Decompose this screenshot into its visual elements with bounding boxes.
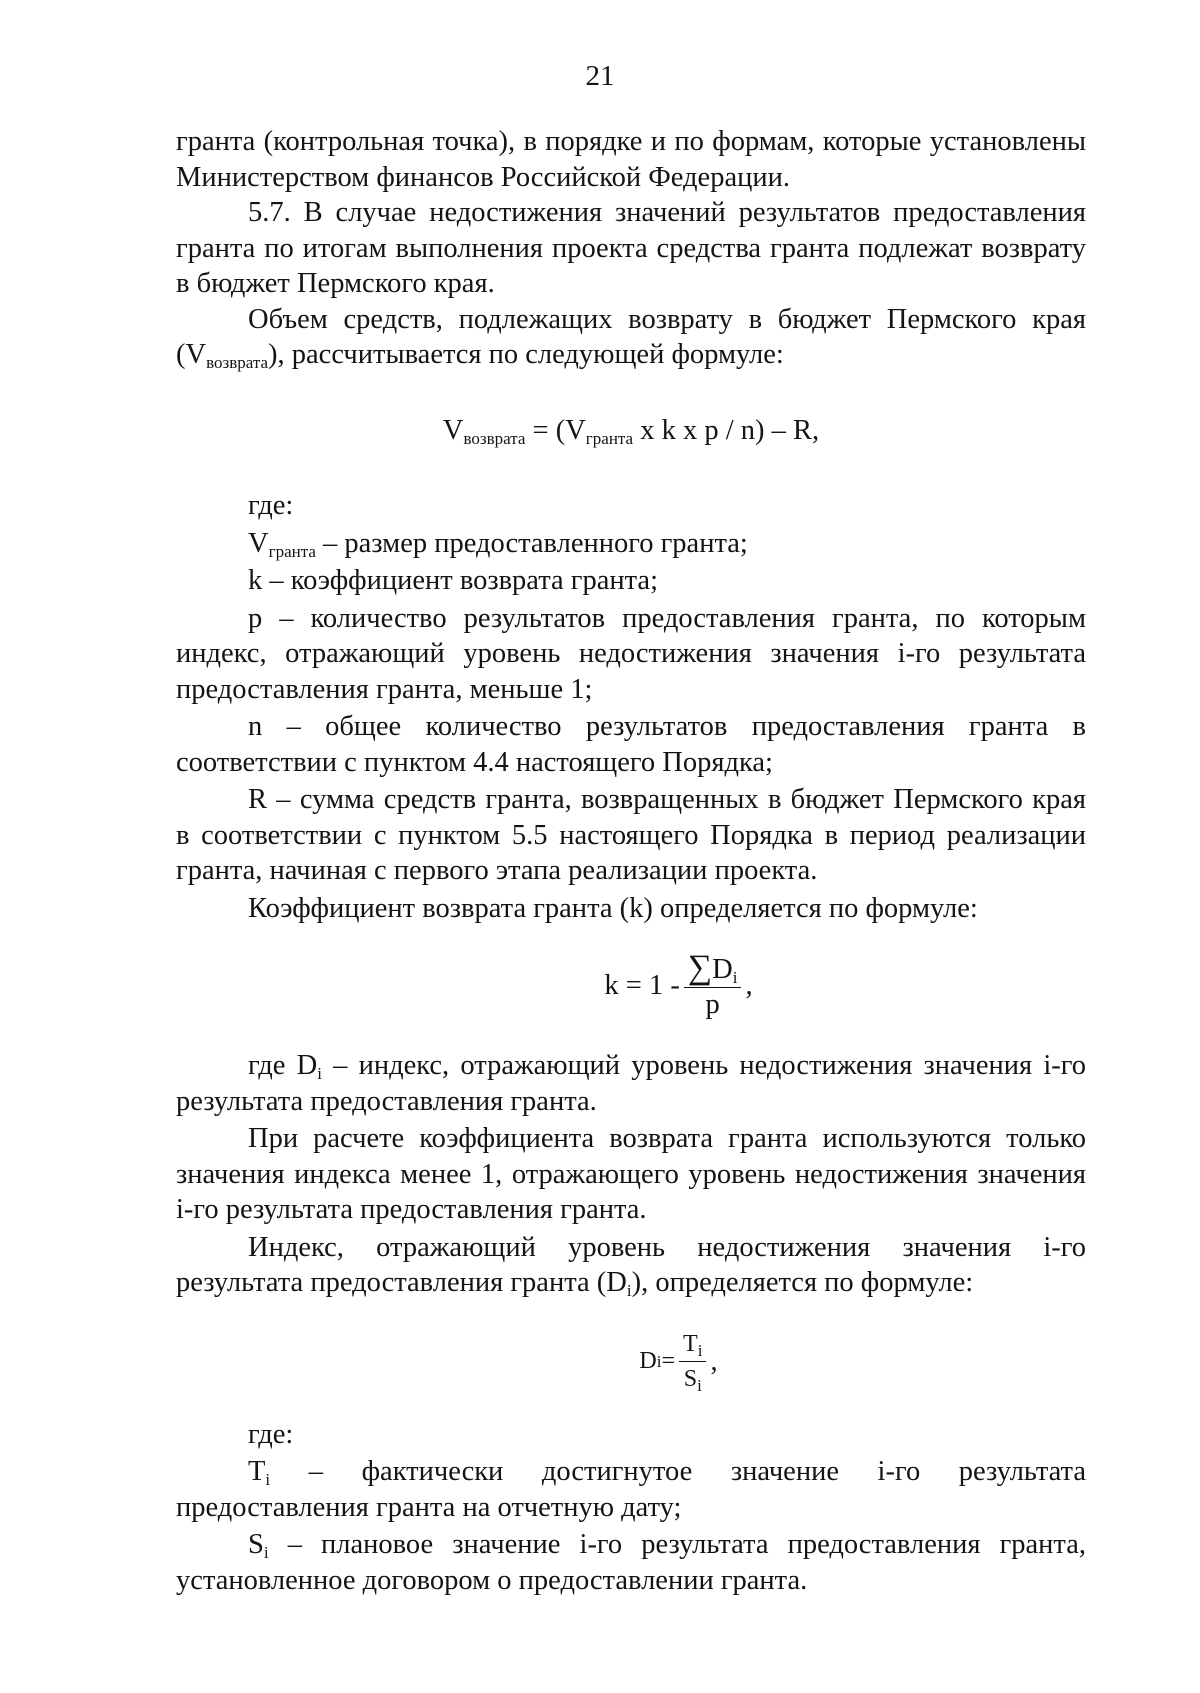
definition-k: k – коэффициент возврата гранта; xyxy=(248,565,658,596)
paragraph-calc: При расчете коэффициента возврата гранта используются только значения индекса менее 1, отражающего уровень недостижения значения i-го результата предоставления гранта. xyxy=(176,1123,1086,1225)
definition-n: n – общее количество результатов предоставления гранта в соответствии с пунктом 4.4 настоящего Порядка; xyxy=(176,711,1086,778)
definition-v-granta: $V_{гранта}$ – размер предоставленного гранта; xyxy=(248,527,748,561)
formula-d: D i = $\frac{T_i}{S_i}$ , xyxy=(639,1331,718,1395)
paragraph-continuation: гранта (контрольная точка), в порядке и по формам, которые установлены Министерством финансов Российской Федерации. xyxy=(176,126,1086,193)
where-label: где: xyxy=(248,490,294,521)
page-number: 21 xyxy=(585,60,615,92)
formula-k-fraction: $\frac{\sum D_i}{p}$ xyxy=(684,953,742,1020)
k-formula-intro: Коэффициент возврата гранта (k) определяется по формуле: xyxy=(248,892,978,924)
document-body xyxy=(176,124,1086,1598)
paragraph-index: Индекс, отражающий уровень недостижения значения i-го результата предоставления гранта $(D_i)$, определяется по формуле: xyxy=(176,1231,1086,1300)
definition-s: $S_i$ – плановое значение i-го результата предоставления гранта, установленное договором о предоставлении гранта. xyxy=(176,1529,1086,1596)
paragraph-volume: Объем средств, подлежащих возврату в бюджет Пермского края $(V_{возврата})$, рассчитывается по следующей формуле: xyxy=(176,303,1086,372)
formula-return-volume: $V_{возврата} = (V_{гранта}$ x k x p / n) – R, xyxy=(442,414,820,448)
paragraph-5-7: 5.7. В случае недостижения значений результатов предоставления гранта по итогам выполнения проекта средства гранта подлежат возврату в бюджет Пермского края. xyxy=(176,197,1086,299)
definition-t: $T_i$ – фактически достигнутое значение i-го результата предоставления гранта на отчетную дату; xyxy=(176,1456,1086,1523)
definition-d: где $D_i$ – индекс, отражающий уровень недостижения значения i-го результата предоставления гранта. xyxy=(176,1050,1086,1117)
formula-d-fraction: $\frac{T_i}{S_i}$ xyxy=(679,1329,706,1394)
where-label-2: где: xyxy=(248,1418,294,1450)
definition-r: R – сумма средств гранта, возвращенных в бюджет Пермского края в соответствии с пунктом 5.5 настоящего Порядка в период реализации гранта, начиная с первого этапа реализации проекта. xyxy=(176,784,1086,886)
formula-k: k = 1 - $\frac{\sum D_i}{p}$ , xyxy=(604,948,753,1020)
definition-p: p – количество результатов предоставления гранта, по которым индекс, отражающий уровень недостижения значения i-го результата предоставления гранта, меньше 1; xyxy=(176,602,1086,705)
